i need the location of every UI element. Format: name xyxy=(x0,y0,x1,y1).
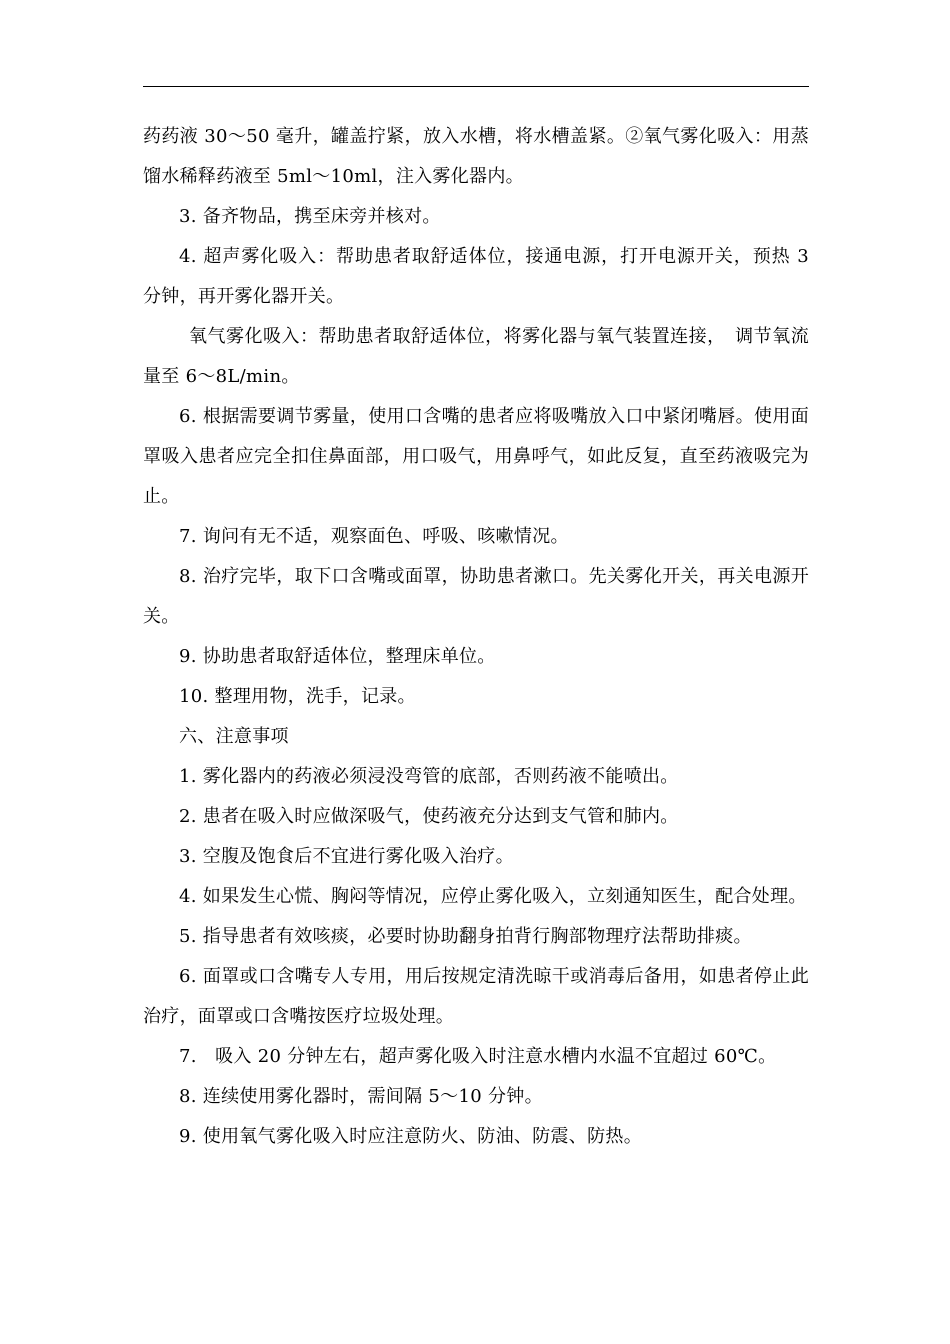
step-8: 8. 治疗完毕，取下口含嘴或面罩，协助患者漱口。先关雾化开关，再关电源开关。 xyxy=(143,566,809,627)
section-heading-precautions: 六、注意事项 xyxy=(179,726,289,747)
step-6: 6. 根据需要调节雾量，使用口含嘴的患者应将吸嘴放入口中紧闭嘴唇。使用面罩吸入患者应完全扣住鼻面部，用口吸气，用鼻呼气，如此反复，直至药液吸完为止。 xyxy=(143,406,809,507)
precaution-5: 5. 指导患者有效咳痰，必要时协助翻身拍背行胸部物理疗法帮助排痰。 xyxy=(179,926,752,947)
precaution-6: 6. 面罩或口含嘴专人专用，用后按规定清洗晾干或消毒后备用，如患者停止此治疗，面罩或口含嘴按医疗垃圾处理。 xyxy=(143,966,809,1027)
paragraph-continuation: 药药液 30～50 毫升，罐盖拧紧，放入水槽，将水槽盖紧。②氧气雾化吸入：用蒸馏水稀释药液至 5ml～10ml，注入雾化器内。 xyxy=(143,126,809,187)
precaution-7: 7. 吸入 20 分钟左右，超声雾化吸入时注意水槽内水温不宜超过 60℃。 xyxy=(179,1046,777,1067)
step-4-oxygen: 氧气雾化吸入：帮助患者取舒适体位，将雾化器与氧气装置连接， 调节氧流量至 6～8L/min。 xyxy=(143,326,809,387)
step-10: 10. 整理用物，洗手，记录。 xyxy=(179,686,416,707)
precaution-2: 2. 患者在吸入时应做深吸气，使药液充分达到支气管和肺内。 xyxy=(179,806,679,827)
header-rule xyxy=(143,86,809,87)
precaution-8: 8. 连续使用雾化器时，需间隔 5～10 分钟。 xyxy=(179,1086,543,1107)
step-4: 4. 超声雾化吸入：帮助患者取舒适体位，接通电源，打开电源开关，预热 3 分钟，再开雾化器开关。 xyxy=(143,246,809,307)
precaution-3: 3. 空腹及饱食后不宜进行雾化吸入治疗。 xyxy=(179,846,514,867)
step-3: 3. 备齐物品，携至床旁并核对。 xyxy=(179,206,441,227)
precaution-1: 1. 雾化器内的药液必须浸没弯管的底部，否则药液不能喷出。 xyxy=(179,766,679,787)
precaution-9: 9. 使用氧气雾化吸入时应注意防火、防油、防震、防热。 xyxy=(179,1126,642,1147)
document-body xyxy=(143,117,809,1157)
step-9: 9. 协助患者取舒适体位，整理床单位。 xyxy=(179,646,496,667)
step-7: 7. 询问有无不适，观察面色、呼吸、咳嗽情况。 xyxy=(179,526,569,547)
precaution-4: 4. 如果发生心慌、胸闷等情况，应停止雾化吸入，立刻通知医生，配合处理。 xyxy=(179,886,807,907)
